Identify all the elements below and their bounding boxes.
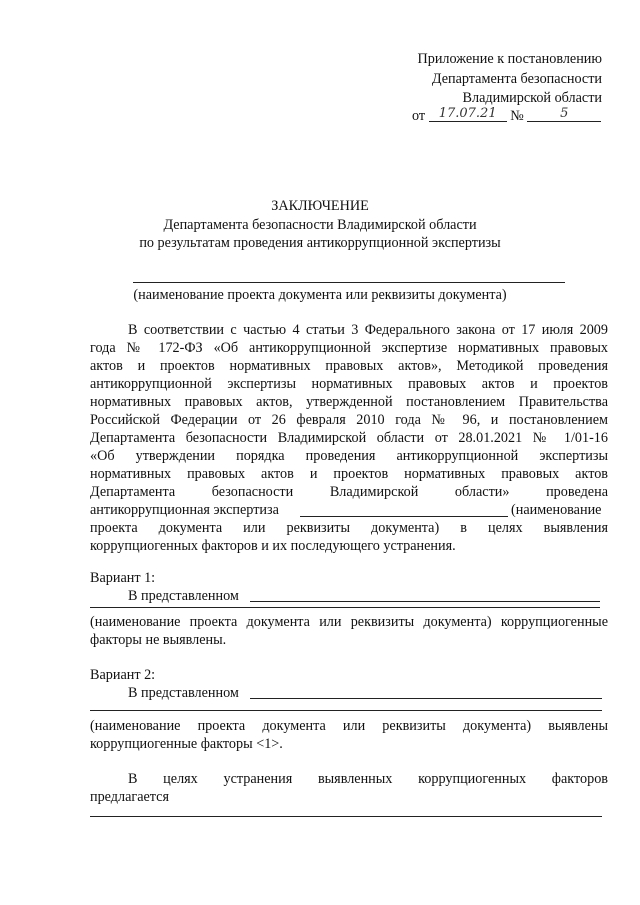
appendix-line-3: Владимирской области: [462, 90, 602, 106]
body-line-13: коррупциогенных факторов и их последующего устранения.: [90, 538, 456, 554]
appendix-line-2: Департамента безопасности: [431, 71, 602, 87]
body-expertise-suffix: (наименование: [511, 502, 602, 518]
variant-1-inline-blank: [250, 601, 600, 602]
variant-1-caption-line-2: факторы не выявлены.: [90, 632, 227, 648]
number-label: №: [510, 108, 524, 124]
date-field: [429, 107, 507, 122]
from-label: от: [412, 108, 426, 124]
variant-2-inline-blank: [250, 698, 602, 699]
body-line-2: года № 172-ФЗ «Об антикоррупционной экспертизе нормативных правовых: [90, 340, 608, 356]
body-line-7: Департамента безопасности Владимирской области от 28.01.2021 № 1/01-16: [90, 430, 608, 446]
appendix-line-1: Приложение к постановлению: [417, 51, 602, 67]
body-line-8: «Об утверждении порядка проведения антикоррупционной экспертизы: [90, 448, 608, 464]
number-field: [527, 107, 601, 122]
proposal-line-1: В целях устранения выявленных коррупциогенных факторов: [128, 771, 608, 787]
body-line-5: нормативных правовых актов, утвержденной постановлением Правительства: [90, 394, 608, 410]
variant-2-caption-line-1: (наименование проекта документа или реквизиты документа) выявлены: [90, 718, 608, 734]
appendix-date-number-line: [412, 107, 601, 125]
variant-2-caption-line-2: коррупциогенные факторы <1>.: [90, 736, 283, 752]
body-line-1: В соответствии с частью 4 статьи 3 Федерального закона от 17 июля 2009: [128, 322, 608, 338]
variant-1-full-blank: [90, 607, 600, 608]
proposal-line-2: предлагается: [90, 789, 170, 805]
handwritten-number: 5: [560, 106, 569, 121]
document-title: ЗАКЛЮЧЕНИЕ: [271, 198, 369, 214]
handwritten-date: 17.07.21: [438, 106, 497, 121]
variant-2-label: Вариант 2:: [90, 667, 156, 683]
body-line-3: актов и проектов нормативных правовых актов», Методикой проведения: [90, 358, 608, 374]
body-line-9: нормативных правовых актов и проектов нормативных правовых актов: [90, 466, 608, 482]
body-line-10: Департамента безопасности Владимирской области» проведена: [90, 484, 608, 500]
proposal-blank-line: [90, 816, 602, 817]
title-line-3: по результатам проведения антикоррупционной экспертизы: [139, 235, 501, 251]
variant-1-label: Вариант 1:: [90, 570, 156, 586]
document-name-blank-line: [133, 282, 565, 283]
body-line-12: проекта документа или реквизиты документа) в целях выявления: [90, 520, 608, 536]
document-name-caption: (наименование проекта документа или реквизиты документа): [133, 287, 507, 303]
title-line-2: Департамента безопасности Владимирской области: [163, 217, 477, 233]
variant-1-presented: В представленном: [128, 588, 239, 604]
body-expertise-prefix: антикоррупционная экспертиза: [90, 502, 279, 518]
body-line-6: Российской Федерации от 26 февраля 2010 года № 96, и постановлением: [90, 412, 608, 428]
body-line-4: антикоррупционной экспертизы нормативных правовых актов и проектов: [90, 376, 608, 392]
variant-2-full-blank: [90, 710, 602, 711]
variant-1-caption-line-1: (наименование проекта документа или реквизиты документа) коррупциогенные: [90, 614, 608, 630]
variant-2-presented: В представленном: [128, 685, 239, 701]
expertise-name-blank-line: [300, 516, 508, 517]
